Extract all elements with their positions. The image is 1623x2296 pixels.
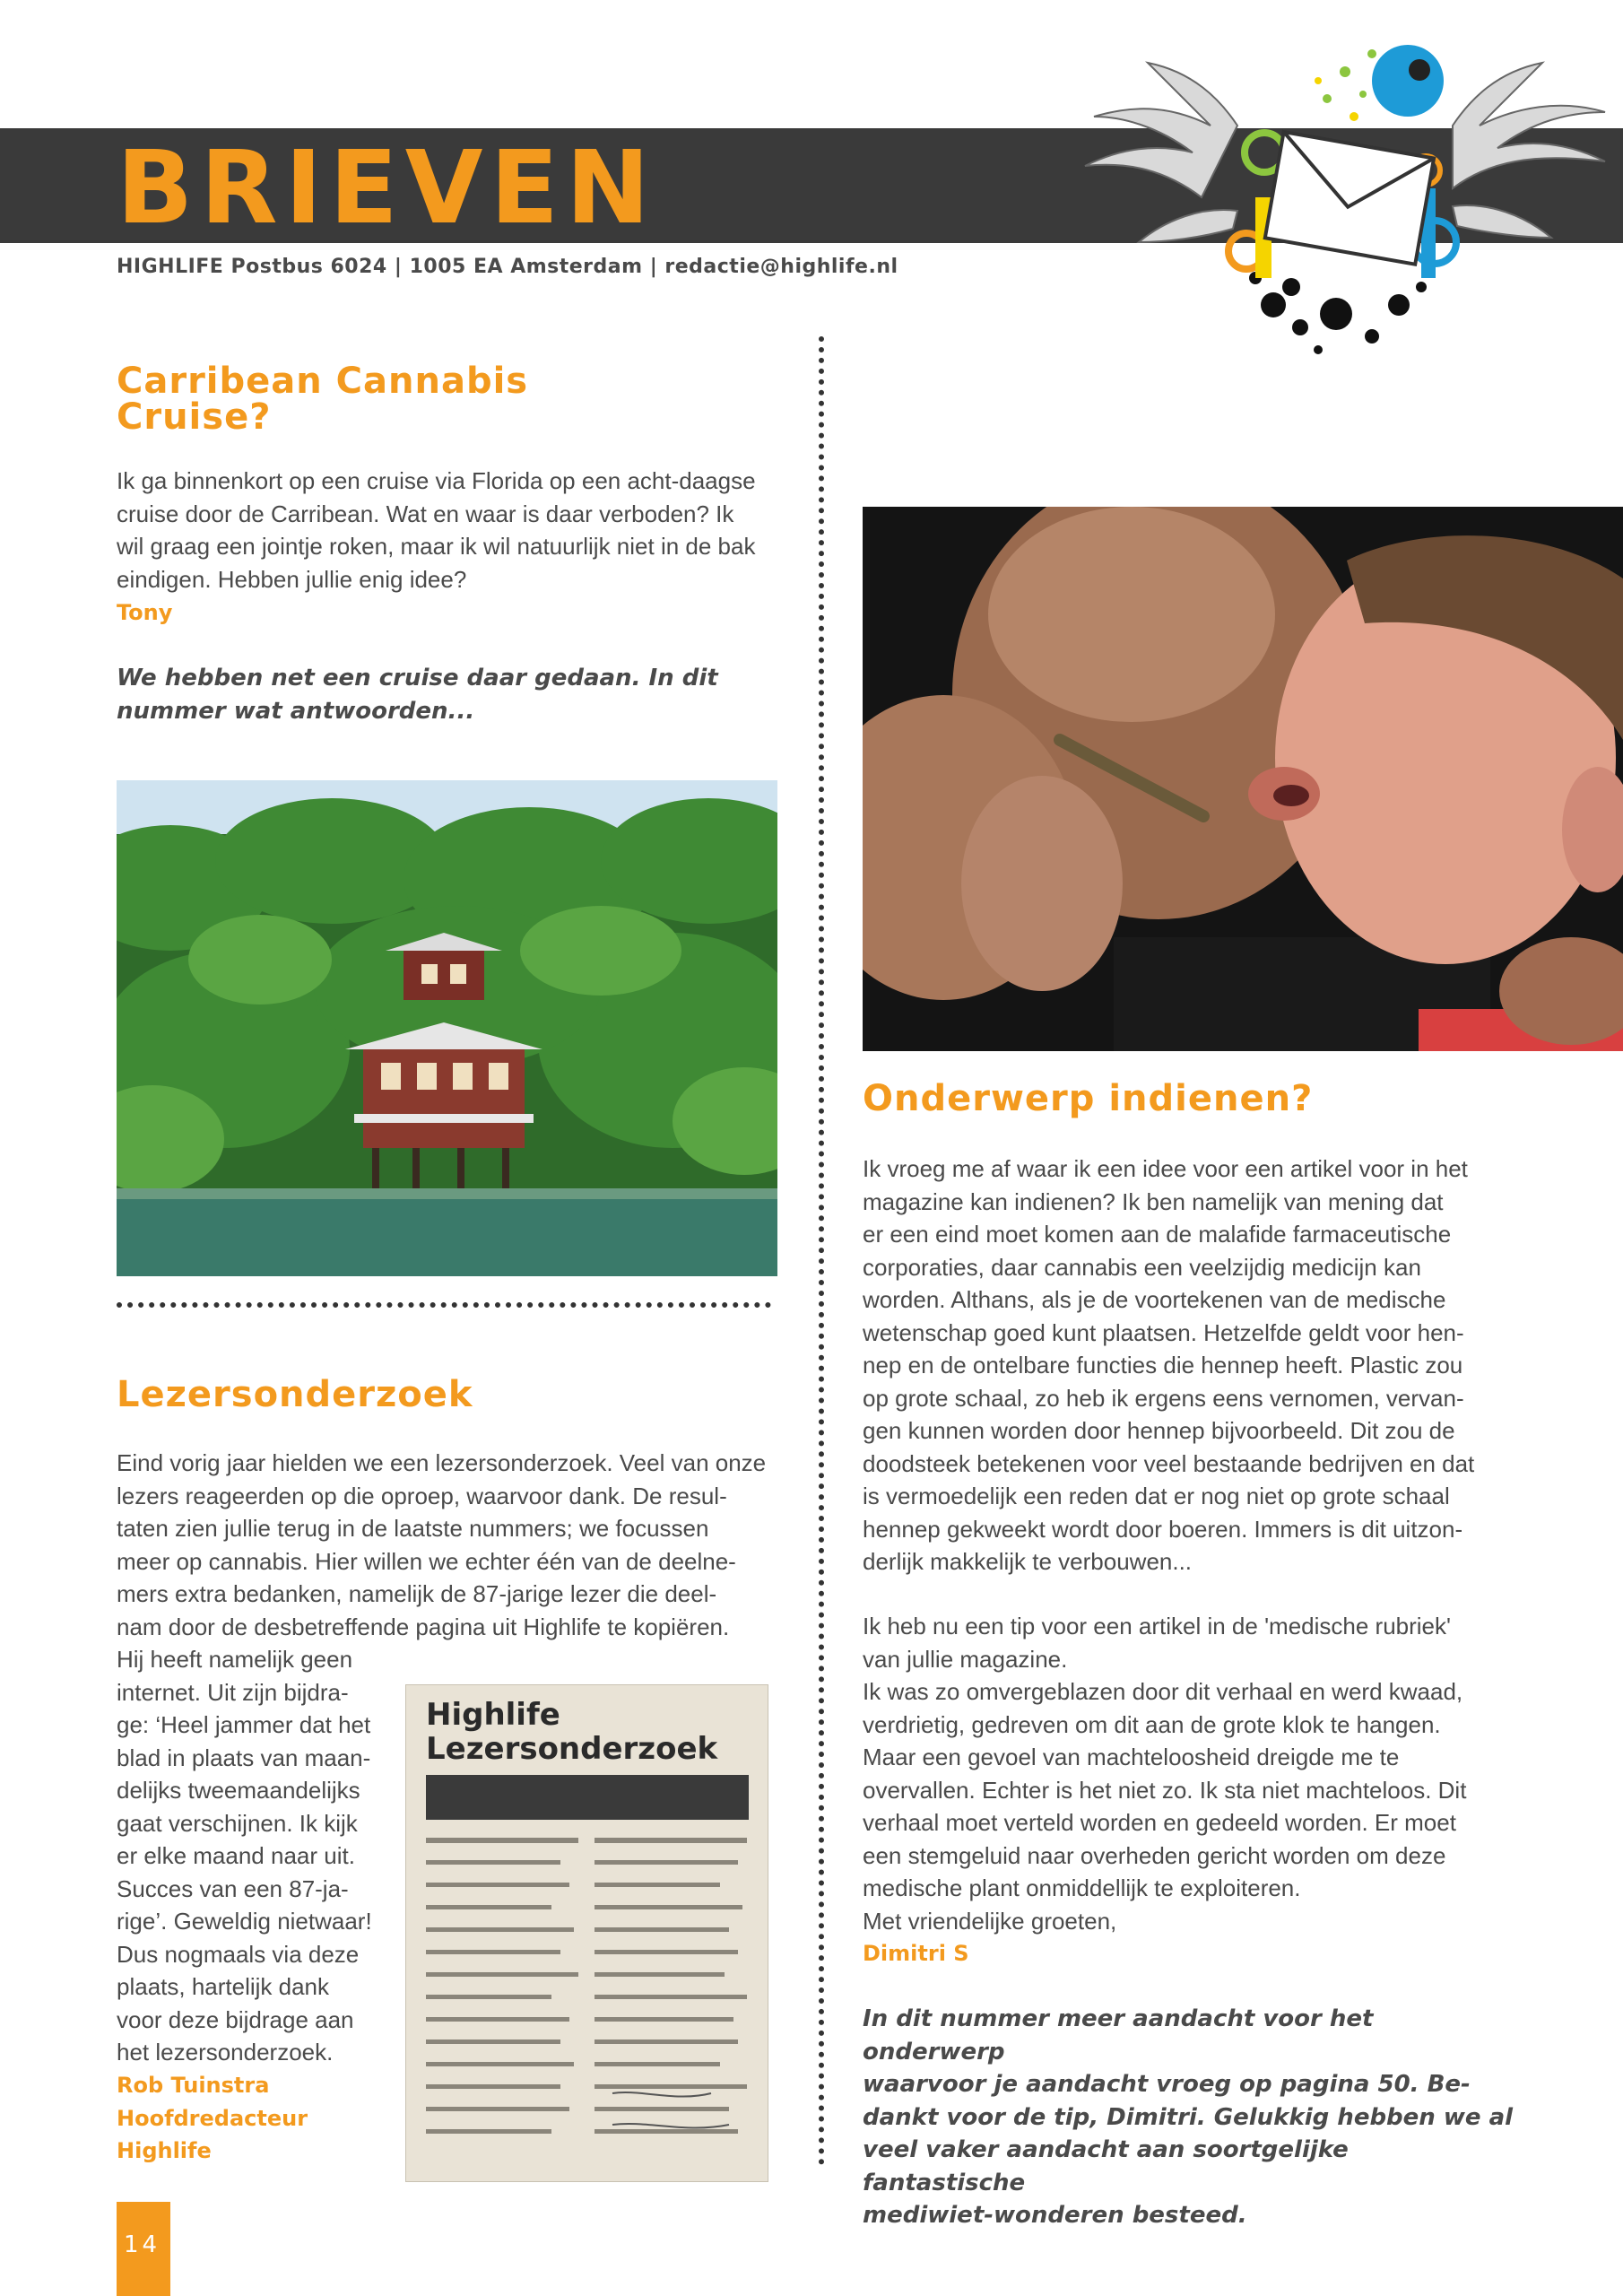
letter1-signature: Tony [117, 600, 173, 625]
letter3-body-2: Ik heb nu een tip voor een artikel in de 'medische rubriek' van jullie magazine. Ik was zo omvergeblazen door dit verhaal en werd kwaad, verdrietig, gedreven om dit aan de grote klok te hangen. Maar een gevoel van machteloosheid dreigde me te overvallen. Echter is het niet zo. Ik sta niet machteloos. Dit verhaal moet verteld worden en gedeeld worden. Er moet een stemgeluid naar overheden gericht worden om deze medische plant onmiddellijk te exploiteren. Met vriendelijke groeten, [863, 1613, 1467, 1935]
contact-address: HIGHLIFE Postbus 6024 | 1005 EA Amsterdam | redactie@highlife.nl [117, 256, 898, 278]
letter2-signature: Rob Tuinstra Hoofdredacteur Highlife [117, 2073, 308, 2163]
section-divider [117, 1302, 771, 1308]
letter3-signature: Dimitri S [863, 1941, 969, 1966]
clipping-title: Highlife [426, 1697, 560, 1733]
survey-clipping [405, 1684, 768, 2182]
letter1-body: Ik ga binnenkort op een cruise via Florida op een acht-daagse cruise door de Carribean. Wat en waar is daar verboden? Ik wil graag een jointje roken, maar ik wil natuurlijk niet in de bak eindigen. Hebben jullie enig idee? [117, 467, 756, 593]
letter3-body: Ik vroeg me af waar ik een idee voor een artikel voor in het magazine kan indienen? Ik ben namelijk van mening dat er een eind moet komen aan de malafide farmaceutische corporaties, daar cannabis een veelzijdig medicijn kan worden. Althans, als je de voortekenen van de medische wetenschap goed kunt plaatsen. Hetzelfde geldt voor hen- nep en de ontelbare functies die hennep heeft. Plastic zou op grote schaal, zo heb ik ergens eens vernomen, vervan- gen kunnen worden door hennep bijvoorbeeld. Dit zou de doodsteek betekenen voor veel bestaande bedrijven en dat is vermoedelijk een reden dat er nog niet op grote schaal hennep gekweekt wordt door boeren. Immers is dit uitzon- derlijk makkelijk te verbouwen... [863, 1155, 1475, 1575]
man-and-boy-photo [863, 507, 1623, 1051]
page-title: BRIEVEN [117, 130, 657, 247]
winged-envelope-icon [1067, 18, 1623, 368]
letter1-reply: We hebben net een cruise daar gedaan. In dit nummer wat antwoorden... [117, 665, 718, 725]
stilt-house-photo [117, 780, 777, 1276]
letter2-heading: Lezersonderzoek [117, 1374, 473, 1415]
letter3-reply: In dit nummer meer aandacht voor het onderwerp waarvoor je aandacht vroeg op pagina 50. Be- dankt voor de tip, Dimitri. Gelukkig hebben we al veel vaker aandacht aan soortgelijke fantastische mediwiet-wonderen besteed. [863, 2005, 1514, 2229]
clipping-subtitle: Lezersonderzoek [426, 1731, 718, 1767]
letter3-heading: Onderwerp indienen? [863, 1078, 1314, 1119]
column-divider [819, 336, 824, 2166]
letter2-body-narrow: Hij heeft namelijk geen internet. Uit zijn bijdra- ge: ‘Heel jammer dat het blad in plaats van maan- delijks tweemaandelijks gaat verschijnen. Ik kijk er elke maand naar uit. Succes van een 87-ja- rige’. Geweldig nietwaar! Dus nogmaals via deze plaats, hartelijk dank voor deze bijdrage aan het lezersonderzoek. [117, 1646, 372, 2066]
letter1-heading: Carribean Cannabis Cruise? [117, 361, 529, 438]
page-number: 14 [124, 2231, 161, 2258]
letter2-body: Eind vorig jaar hielden we een lezersonderzoek. Veel van onze lezers reageerden op die oproep, waarvoor dank. De resul- taten zien jullie terug in de laatste nummers; we focussen meer op cannabis. Hier willen we echter één van de deelne- mers extra bedanken, namelijk de 87-jarige lezer die deel- nam door de desbetreffende pagina uit Highlife te kopiëren. [117, 1449, 767, 1640]
